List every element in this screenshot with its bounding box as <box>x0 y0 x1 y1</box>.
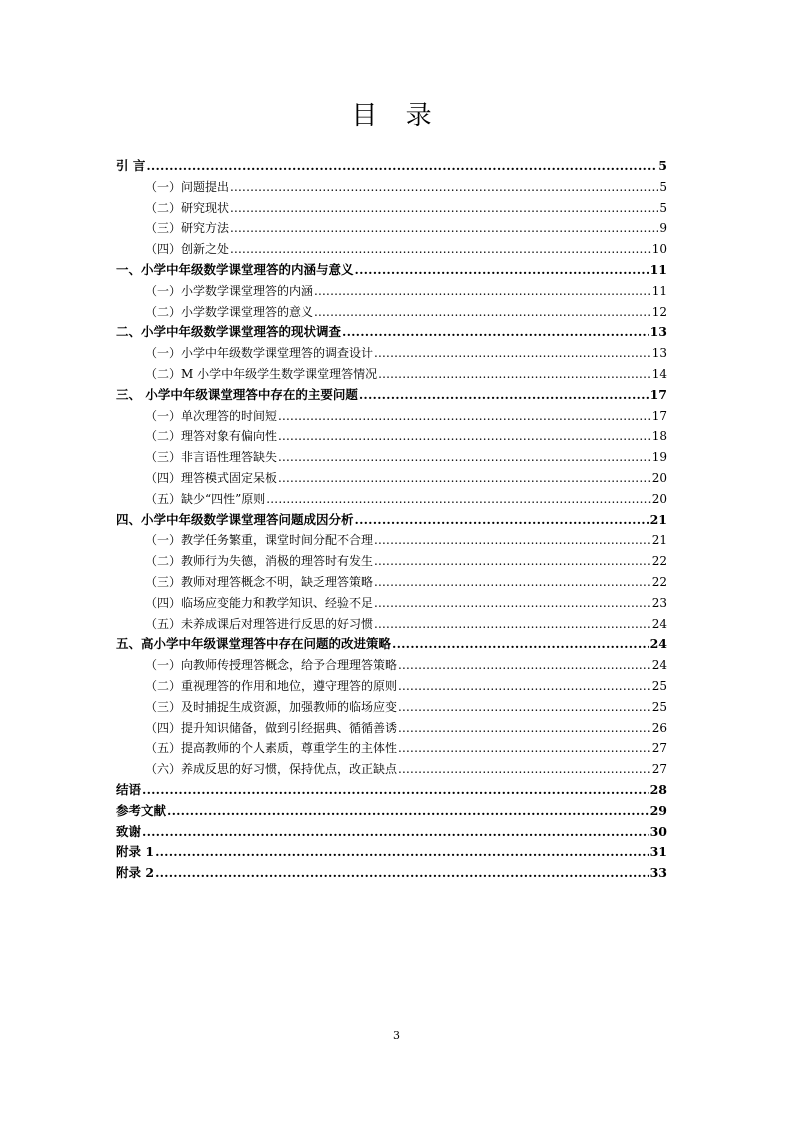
toc-chapter-entry[interactable] <box>116 260 667 281</box>
toc-section-entry[interactable] <box>116 302 667 323</box>
toc-entry-page: 28 <box>649 781 667 797</box>
toc-entry-page: 5 <box>659 179 667 194</box>
toc-chapter-entry[interactable] <box>116 780 667 801</box>
toc-entry-label: 五、高小学中年级课堂理答中存在问题的改进策略 <box>116 636 392 652</box>
toc-entry-label: （一）教学任务繁重，课堂时间分配不合理 <box>145 533 374 548</box>
toc-section-entry[interactable] <box>116 447 667 468</box>
toc-entry-page: 31 <box>649 844 667 860</box>
toc-chapter-entry[interactable] <box>116 510 667 531</box>
toc-entry-label: （三）及时捕捉生成资源，加强教师的临场应变 <box>145 699 398 714</box>
table-of-contents <box>116 156 667 884</box>
toc-entry-page: 27 <box>651 762 667 777</box>
toc-entry-page: 25 <box>651 699 667 714</box>
toc-section-entry[interactable] <box>116 718 667 739</box>
toc-entry-page: 20 <box>651 470 667 485</box>
toc-entry-label: 二、小学中年级数学课堂理答的现状调查 <box>116 324 342 340</box>
toc-entry-label: （一）小学中年级数学课堂理答的调查设计 <box>145 346 374 361</box>
dot-leader <box>398 738 651 759</box>
dot-leader <box>167 801 649 822</box>
dot-leader <box>278 406 651 427</box>
toc-entry-page: 9 <box>659 221 667 236</box>
toc-entry-label: （三）研究方法 <box>145 221 230 236</box>
dot-leader <box>398 697 651 718</box>
toc-entry-label: 一、小学中年级数学课堂理答的内涵与意义 <box>116 261 354 277</box>
toc-entry-label: （一）问题提出 <box>145 179 230 194</box>
toc-entry-page: 11 <box>651 283 667 298</box>
dot-leader <box>374 551 651 572</box>
toc-section-entry[interactable] <box>116 426 667 447</box>
dot-leader <box>374 572 651 593</box>
toc-entry-page: 27 <box>651 741 667 756</box>
toc-entry-page: 18 <box>651 429 667 444</box>
toc-section-entry[interactable] <box>116 530 667 551</box>
dot-leader <box>342 322 649 343</box>
dot-leader <box>398 676 651 697</box>
toc-entry-page: 12 <box>651 304 667 319</box>
dot-leader <box>392 634 649 655</box>
dot-leader <box>374 530 651 551</box>
toc-entry-page: 21 <box>651 533 667 548</box>
toc-entry-label: 附录 1 <box>116 844 155 860</box>
toc-entry-page: 21 <box>649 511 667 527</box>
toc-entry-label: （三）非言语性理答缺失 <box>145 450 278 465</box>
toc-entry-label: （二）研究现状 <box>145 200 230 215</box>
toc-entry-label: 三、 小学中年级课堂理答中存在的主要问题 <box>116 386 358 402</box>
toc-entry-label: （二）M 小学中年级学生数学课堂理答情况 <box>145 366 378 381</box>
dot-leader <box>155 863 649 884</box>
dot-leader <box>142 780 649 801</box>
toc-section-entry[interactable] <box>116 738 667 759</box>
dot-leader <box>230 198 658 219</box>
toc-section-entry[interactable] <box>116 468 667 489</box>
dot-leader <box>230 239 651 260</box>
dot-leader <box>355 260 649 281</box>
toc-entry-label: （四）提升知识储备，做到引经据典、循循善诱 <box>145 720 398 735</box>
toc-entry-page: 17 <box>649 386 667 402</box>
toc-section-entry[interactable] <box>116 177 667 198</box>
dot-leader <box>314 302 651 323</box>
toc-chapter-entry[interactable] <box>116 822 667 843</box>
dot-leader <box>374 343 651 364</box>
toc-entry-label: 致谢 <box>116 823 142 839</box>
dot-leader <box>378 364 651 385</box>
toc-entry-label: 附录 2 <box>116 865 155 881</box>
dot-leader <box>278 447 651 468</box>
toc-section-entry[interactable] <box>116 281 667 302</box>
toc-entry-label: 结语 <box>116 781 142 797</box>
dot-leader <box>314 281 651 302</box>
toc-section-entry[interactable] <box>116 343 667 364</box>
toc-entry-page: 11 <box>649 261 667 277</box>
toc-entry-page: 33 <box>649 865 667 881</box>
dot-leader <box>230 218 658 239</box>
toc-section-entry[interactable] <box>116 551 667 572</box>
toc-chapter-entry[interactable] <box>116 156 667 177</box>
dot-leader <box>266 489 650 510</box>
dot-leader <box>155 842 649 863</box>
toc-entry-page: 26 <box>651 720 667 735</box>
toc-entry-page: 10 <box>651 242 667 257</box>
dot-leader <box>355 510 649 531</box>
toc-entry-page: 23 <box>651 595 667 610</box>
toc-entry-label: （四）理答模式固定呆板 <box>145 470 278 485</box>
toc-entry-label: （四）临场应变能力和教学知识、经验不足 <box>145 595 374 610</box>
toc-entry-label: （二）教师行为失德，消极的理答时有发生 <box>145 554 374 569</box>
toc-entry-label: （三）教师对理答概念不明，缺乏理答策略 <box>145 574 374 589</box>
toc-entry-page: 25 <box>651 678 667 693</box>
toc-section-entry[interactable] <box>116 572 667 593</box>
toc-entry-page: 5 <box>659 200 667 215</box>
toc-chapter-entry[interactable] <box>116 385 667 406</box>
toc-section-entry[interactable] <box>116 697 667 718</box>
toc-entry-page: 24 <box>651 616 667 631</box>
toc-entry-label: （一）向教师传授理答概念，给予合理理答策略 <box>145 658 398 673</box>
toc-section-entry[interactable] <box>116 489 667 510</box>
toc-entry-label: （六）养成反思的好习惯，保持优点，改正缺点 <box>145 762 398 777</box>
dot-leader <box>359 385 649 406</box>
dot-leader <box>398 759 651 780</box>
toc-chapter-entry[interactable] <box>116 634 667 655</box>
dot-leader <box>374 593 651 614</box>
toc-entry-label: （一）小学数学课堂理答的内涵 <box>145 283 314 298</box>
toc-section-entry[interactable] <box>116 198 667 219</box>
toc-entry-label: 四、小学中年级数学课堂理答问题成因分析 <box>116 511 354 527</box>
toc-section-entry[interactable] <box>116 406 667 427</box>
dot-leader <box>398 718 651 739</box>
toc-entry-label: （五）缺少“四性”原则 <box>145 491 266 506</box>
toc-section-entry[interactable] <box>116 676 667 697</box>
toc-section-entry[interactable] <box>116 759 667 780</box>
toc-chapter-entry[interactable] <box>116 863 667 884</box>
toc-entry-page: 30 <box>649 823 667 839</box>
toc-chapter-entry[interactable] <box>116 842 667 863</box>
toc-entry-page: 13 <box>649 324 667 340</box>
dot-leader <box>374 614 651 635</box>
toc-entry-page: 22 <box>651 574 667 589</box>
page-number: 3 <box>393 1029 400 1042</box>
toc-section-entry[interactable] <box>116 593 667 614</box>
toc-entry-page: 24 <box>651 658 667 673</box>
toc-entry-label: （一）单次理答的时间短 <box>145 408 278 423</box>
toc-section-entry[interactable] <box>116 614 667 635</box>
dot-leader <box>146 156 657 177</box>
toc-entry-page: 13 <box>651 346 667 361</box>
dot-leader <box>278 468 651 489</box>
toc-entry-label: （五）未养成课后对理答进行反思的好习惯 <box>145 616 374 631</box>
toc-entry-page: 14 <box>651 366 667 381</box>
toc-entry-label: （二）重视理答的作用和地位，遵守理答的原则 <box>145 678 398 693</box>
toc-section-entry[interactable] <box>116 364 667 385</box>
toc-entry-label: 参考文献 <box>116 802 167 818</box>
toc-entry-label: （五）提高教师的个人素质，尊重学生的主体性 <box>145 741 398 756</box>
toc-entry-page: 19 <box>651 450 667 465</box>
toc-entry-page: 5 <box>658 158 667 173</box>
page-title: 目 录 <box>351 101 442 131</box>
toc-section-entry[interactable] <box>116 655 667 676</box>
toc-entry-label: 引 言 <box>116 158 146 173</box>
dot-leader <box>278 426 651 447</box>
toc-entry-page: 20 <box>651 491 667 506</box>
toc-entry-label: （二）小学数学课堂理答的意义 <box>145 304 314 319</box>
toc-section-entry[interactable] <box>116 218 667 239</box>
toc-entry-label: （四）创新之处 <box>145 242 230 257</box>
toc-entry-page: 29 <box>649 802 667 818</box>
dot-leader <box>230 177 658 198</box>
toc-chapter-entry[interactable] <box>116 801 667 822</box>
toc-entry-page: 17 <box>651 408 667 423</box>
toc-entry-page: 24 <box>649 636 667 652</box>
dot-leader <box>398 655 651 676</box>
toc-chapter-entry[interactable] <box>116 322 667 343</box>
toc-entry-page: 22 <box>651 554 667 569</box>
dot-leader <box>142 822 649 843</box>
toc-entry-label: （二）理答对象有偏向性 <box>145 429 278 444</box>
toc-section-entry[interactable] <box>116 239 667 260</box>
